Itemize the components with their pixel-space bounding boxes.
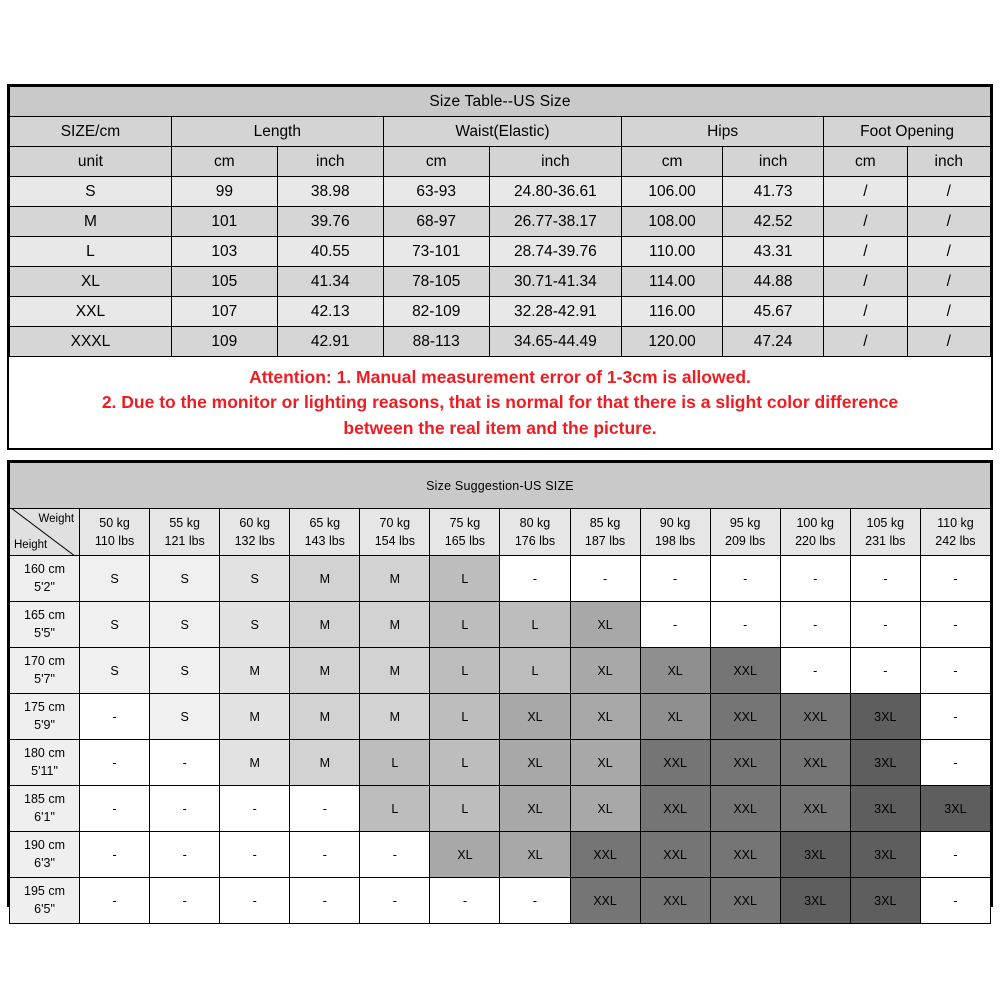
cell-hips-inch: 42.52 <box>723 207 824 237</box>
size-suggestion-cell: S <box>220 602 290 648</box>
size-suggestion-cell: - <box>80 878 150 924</box>
size-suggestion-cell: - <box>920 556 990 602</box>
height-cm: 195 cm <box>24 884 66 898</box>
size-suggestion-cell: M <box>220 648 290 694</box>
height-ft: 5'9" <box>34 717 55 732</box>
size-suggestion-cell: - <box>850 648 920 694</box>
size-suggestion-cell: L <box>430 694 500 740</box>
cell-hips-cm: 114.00 <box>622 267 723 297</box>
cell-waist-cm: 68-97 <box>383 207 489 237</box>
size-suggestion-cell: XXL <box>640 786 710 832</box>
size-suggestion-cell: - <box>920 740 990 786</box>
cell-length-cm: 103 <box>171 237 277 267</box>
height-row-header <box>10 556 80 602</box>
weight-kg: 105 kg <box>866 515 905 530</box>
height-cm: 180 cm <box>24 746 66 760</box>
suggestion-header-row <box>10 509 991 556</box>
cell-length-inch: 38.98 <box>277 177 383 207</box>
unit-length-cm: cm <box>171 147 277 177</box>
cell-foot-cm: / <box>824 327 907 357</box>
suggestion-title-row <box>10 463 991 509</box>
size-suggestion-cell: - <box>850 556 920 602</box>
size-suggestion-cell: S <box>80 556 150 602</box>
cell-hips-inch: 45.67 <box>723 297 824 327</box>
table-row <box>10 602 991 648</box>
weight-column-header <box>710 509 780 556</box>
size-suggestion-cell: M <box>290 648 360 694</box>
height-row-header <box>10 694 80 740</box>
height-row-header <box>10 878 80 924</box>
size-suggestion-cell: - <box>150 878 220 924</box>
unit-label: unit <box>10 147 172 177</box>
cell-foot-cm: / <box>824 177 907 207</box>
cell-size: XL <box>10 267 172 297</box>
cell-length-inch: 40.55 <box>277 237 383 267</box>
header-foot-opening: Foot Opening <box>824 117 991 147</box>
size-suggestion-cell: - <box>430 878 500 924</box>
unit-hips-inch: inch <box>723 147 824 177</box>
height-row-header <box>10 602 80 648</box>
size-suggestion-cell: L <box>360 740 430 786</box>
cell-length-cm: 109 <box>171 327 277 357</box>
size-suggestion-cell: S <box>150 694 220 740</box>
height-cm: 185 cm <box>24 792 66 806</box>
size-suggestion-cell: XL <box>500 694 570 740</box>
height-cm: 165 cm <box>24 608 66 622</box>
cell-foot-inch: / <box>907 297 990 327</box>
cell-size: XXXL <box>10 327 172 357</box>
cell-size: S <box>10 177 172 207</box>
size-suggestion-cell: XL <box>570 786 640 832</box>
height-cm: 190 cm <box>24 838 66 852</box>
size-suggestion-cell: - <box>290 786 360 832</box>
size-suggestion-cell: S <box>150 602 220 648</box>
header-size-cm: SIZE/cm <box>10 117 172 147</box>
size-table <box>9 86 991 357</box>
weight-lbs: 154 lbs <box>374 534 415 548</box>
header-hips: Hips <box>622 117 824 147</box>
height-cm: 160 cm <box>24 562 66 576</box>
size-suggestion-cell: S <box>80 602 150 648</box>
weight-axis-label: Weight <box>38 513 75 525</box>
cell-length-cm: 105 <box>171 267 277 297</box>
table-row <box>10 786 991 832</box>
cell-foot-inch: / <box>907 267 990 297</box>
weight-kg: 70 kg <box>379 515 411 530</box>
weight-column-header <box>80 509 150 556</box>
weight-lbs: 165 lbs <box>444 534 486 548</box>
weight-column-header <box>920 509 990 556</box>
size-suggestion-cell: L <box>430 786 500 832</box>
size-suggestion-cell: - <box>80 832 150 878</box>
table-row <box>10 648 991 694</box>
height-ft: 6'3" <box>34 855 55 870</box>
size-suggestion-cell: - <box>150 786 220 832</box>
size-suggestion-cell: M <box>360 694 430 740</box>
weight-column-header <box>150 509 220 556</box>
cell-waist-cm: 78-105 <box>383 267 489 297</box>
weight-kg: 65 kg <box>309 515 341 530</box>
size-suggestion-cell: - <box>850 602 920 648</box>
suggestion-title: Size Suggestion-US SIZE <box>10 463 991 509</box>
table-row <box>10 237 991 267</box>
size-suggestion-cell: XL <box>500 740 570 786</box>
weight-lbs: 209 lbs <box>725 534 766 548</box>
size-suggestion-cell: M <box>290 602 360 648</box>
size-suggestion-cell: S <box>150 648 220 694</box>
size-suggestion-cell: L <box>430 602 500 648</box>
weight-kg: 110 kg <box>937 515 974 530</box>
cell-foot-inch: / <box>907 207 990 237</box>
size-suggestion-cell: - <box>500 556 570 602</box>
size-suggestion-cell: L <box>430 648 500 694</box>
size-table-title: Size Table--US Size <box>10 87 991 117</box>
cell-length-inch: 42.13 <box>277 297 383 327</box>
size-suggestion-cell: - <box>920 832 990 878</box>
size-suggestion-cell: - <box>500 878 570 924</box>
size-suggestion-cell: - <box>780 556 850 602</box>
size-suggestion-cell: - <box>220 832 290 878</box>
weight-kg: 60 kg <box>239 515 271 530</box>
table-row <box>10 177 991 207</box>
size-suggestion-cell: XXL <box>710 694 780 740</box>
size-suggestion-cell: - <box>570 556 640 602</box>
size-suggestion-cell: XL <box>500 786 570 832</box>
size-suggestion-cell: S <box>80 648 150 694</box>
size-suggestion-cell: 3XL <box>850 832 920 878</box>
cell-hips-cm: 108.00 <box>622 207 723 237</box>
weight-lbs: 110 lbs <box>94 534 135 548</box>
cell-length-cm: 101 <box>171 207 277 237</box>
height-ft: 5'2" <box>34 579 55 594</box>
size-suggestion-cell: XXL <box>570 832 640 878</box>
size-suggestion-cell: - <box>290 878 360 924</box>
weight-kg: 90 kg <box>659 515 691 530</box>
size-suggestion-cell: XL <box>640 648 710 694</box>
cell-hips-inch: 44.88 <box>723 267 824 297</box>
size-suggestion-cell: 3XL <box>920 786 990 832</box>
table-row <box>10 297 991 327</box>
cell-length-inch: 39.76 <box>277 207 383 237</box>
size-suggestion-cell: L <box>430 740 500 786</box>
weight-kg: 55 kg <box>169 515 200 530</box>
size-suggestion-cell: - <box>290 832 360 878</box>
size-table-title-row <box>10 87 991 117</box>
weight-kg: 75 kg <box>449 515 481 530</box>
weight-column-header <box>570 509 640 556</box>
size-suggestion-cell: - <box>640 602 710 648</box>
size-suggestion-cell: XL <box>500 832 570 878</box>
weight-kg: 50 kg <box>99 515 130 530</box>
size-suggestion-cell: - <box>80 740 150 786</box>
size-suggestion-cell: - <box>360 878 430 924</box>
weight-lbs: 242 lbs <box>935 534 976 548</box>
size-suggestion-cell: XXL <box>640 740 710 786</box>
cell-foot-inch: / <box>907 237 990 267</box>
weight-kg: 85 kg <box>589 515 621 530</box>
cell-waist-inch: 34.65-44.49 <box>489 327 621 357</box>
size-suggestion-cell: L <box>500 602 570 648</box>
weight-lbs: 132 lbs <box>234 534 275 548</box>
cell-foot-inch: / <box>907 177 990 207</box>
weight-kg: 95 kg <box>729 515 761 530</box>
size-suggestion-cell: - <box>640 556 710 602</box>
height-row-header <box>10 648 80 694</box>
table-row <box>10 556 991 602</box>
cell-length-cm: 107 <box>171 297 277 327</box>
height-ft: 6'1" <box>34 809 55 824</box>
weight-lbs: 198 lbs <box>654 534 696 548</box>
cell-hips-cm: 116.00 <box>622 297 723 327</box>
size-suggestion-cell: - <box>150 740 220 786</box>
cell-waist-cm: 82-109 <box>383 297 489 327</box>
header-waist: Waist(Elastic) <box>383 117 621 147</box>
weight-lbs: 121 lbs <box>164 534 205 548</box>
cell-waist-inch: 32.28-42.91 <box>489 297 621 327</box>
size-suggestion-cell: XXL <box>710 786 780 832</box>
cell-hips-cm: 106.00 <box>622 177 723 207</box>
table-row <box>10 207 991 237</box>
cell-size: XXL <box>10 297 172 327</box>
cell-foot-cm: / <box>824 207 907 237</box>
size-suggestion-cell: - <box>360 832 430 878</box>
unit-length-inch: inch <box>277 147 383 177</box>
size-suggestion-cell: - <box>920 602 990 648</box>
size-suggestion-cell: L <box>430 556 500 602</box>
size-suggestion-cell: M <box>290 556 360 602</box>
size-suggestion-cell: M <box>220 740 290 786</box>
cell-waist-cm: 88-113 <box>383 327 489 357</box>
cell-foot-cm: / <box>824 267 907 297</box>
unit-waist-cm: cm <box>383 147 489 177</box>
attention-line-2: 2. Due to the monitor or lighting reasons, that is normal for that there is a slight color difference <box>101 392 899 413</box>
weight-lbs: 143 lbs <box>304 534 345 548</box>
height-axis-label: Height <box>14 539 48 551</box>
cell-foot-inch: / <box>907 327 990 357</box>
weight-column-header <box>850 509 920 556</box>
cell-size: M <box>10 207 172 237</box>
table-row <box>10 878 991 924</box>
weight-kg: 80 kg <box>519 515 551 530</box>
size-suggestion-cell: XXL <box>780 786 850 832</box>
size-suggestion-cell: - <box>920 878 990 924</box>
cell-hips-inch: 47.24 <box>723 327 824 357</box>
size-suggestion-cell: 3XL <box>780 878 850 924</box>
height-row-header <box>10 740 80 786</box>
cell-waist-inch: 24.80-36.61 <box>489 177 621 207</box>
attention-line-1: Attention: 1. Manual measurement error of 1-3cm is allowed. <box>249 367 751 387</box>
cell-foot-cm: / <box>824 297 907 327</box>
size-suggestion-cell: XXL <box>710 648 780 694</box>
size-suggestion-cell: XL <box>570 694 640 740</box>
size-suggestion-cell: M <box>360 556 430 602</box>
unit-foot-inch: inch <box>907 147 990 177</box>
height-ft: 6'5" <box>34 901 55 916</box>
weight-lbs: 176 lbs <box>514 534 556 548</box>
size-suggestion-cell: 3XL <box>850 878 920 924</box>
size-suggestion-cell: XL <box>570 740 640 786</box>
cell-size: L <box>10 237 172 267</box>
weight-column-header <box>780 509 850 556</box>
size-suggestion-cell: 3XL <box>850 786 920 832</box>
size-suggestion-cell: L <box>360 786 430 832</box>
size-suggestion-cell: M <box>360 648 430 694</box>
size-suggestion-cell: XXL <box>710 740 780 786</box>
size-table-unit-row <box>10 147 991 177</box>
size-suggestion-cell: XL <box>570 648 640 694</box>
cell-hips-inch: 43.31 <box>723 237 824 267</box>
cell-waist-cm: 63-93 <box>383 177 489 207</box>
size-suggestion-cell: - <box>80 786 150 832</box>
size-suggestion-cell: XXL <box>570 878 640 924</box>
size-suggestion-cell: XXL <box>710 878 780 924</box>
size-suggestion-panel <box>7 460 993 916</box>
size-suggestion-cell: L <box>500 648 570 694</box>
table-row <box>10 267 991 297</box>
table-row <box>10 740 991 786</box>
height-ft: 5'5" <box>34 625 55 640</box>
size-suggestion-cell: XL <box>570 602 640 648</box>
attention-note <box>9 357 991 447</box>
weight-lbs: 220 lbs <box>795 534 836 548</box>
height-ft: 5'7" <box>34 671 55 686</box>
weight-column-header <box>640 509 710 556</box>
size-suggestion-table <box>9 462 991 924</box>
weight-column-header <box>500 509 570 556</box>
weight-kg: 100 kg <box>796 515 834 530</box>
size-suggestion-cell: XL <box>640 694 710 740</box>
weight-lbs: 231 lbs <box>865 534 906 548</box>
size-suggestion-cell: XXL <box>780 740 850 786</box>
size-suggestion-cell: - <box>80 694 150 740</box>
cell-waist-cm: 73-101 <box>383 237 489 267</box>
height-ft: 5'11" <box>31 763 58 778</box>
height-row-header <box>10 786 80 832</box>
size-suggestion-cell: M <box>360 602 430 648</box>
size-suggestion-cell: 3XL <box>850 694 920 740</box>
size-suggestion-cell: - <box>920 648 990 694</box>
size-suggestion-cell: XL <box>430 832 500 878</box>
cell-length-inch: 42.91 <box>277 327 383 357</box>
cell-waist-inch: 26.77-38.17 <box>489 207 621 237</box>
size-suggestion-cell: XXL <box>640 832 710 878</box>
cell-foot-cm: / <box>824 237 907 267</box>
table-row <box>10 832 991 878</box>
attention-line-3: between the real item and the picture. <box>343 417 657 438</box>
size-suggestion-cell: S <box>150 556 220 602</box>
weight-column-header <box>290 509 360 556</box>
size-suggestion-cell: - <box>710 556 780 602</box>
size-suggestion-cell: XXL <box>710 832 780 878</box>
size-suggestion-cell: M <box>290 740 360 786</box>
header-length: Length <box>171 117 383 147</box>
unit-hips-cm: cm <box>622 147 723 177</box>
size-suggestion-cell: XXL <box>640 878 710 924</box>
table-row <box>10 327 991 357</box>
size-suggestion-cell: M <box>220 694 290 740</box>
cell-length-inch: 41.34 <box>277 267 383 297</box>
size-suggestion-cell: 3XL <box>850 740 920 786</box>
cell-hips-cm: 120.00 <box>622 327 723 357</box>
weight-column-header <box>360 509 430 556</box>
cell-hips-cm: 110.00 <box>622 237 723 267</box>
size-table-group-header-row <box>10 117 991 147</box>
weight-column-header <box>430 509 500 556</box>
axis-corner-cell <box>10 509 80 556</box>
size-suggestion-cell: - <box>220 786 290 832</box>
cell-hips-inch: 41.73 <box>723 177 824 207</box>
size-suggestion-cell: - <box>780 648 850 694</box>
height-cm: 170 cm <box>24 654 66 668</box>
size-suggestion-cell: - <box>150 832 220 878</box>
unit-waist-inch: inch <box>489 147 621 177</box>
size-suggestion-cell: - <box>780 602 850 648</box>
cell-waist-inch: 28.74-39.76 <box>489 237 621 267</box>
cell-length-cm: 99 <box>171 177 277 207</box>
height-cm: 175 cm <box>24 700 66 714</box>
size-suggestion-cell: 3XL <box>780 832 850 878</box>
size-suggestion-cell: - <box>220 878 290 924</box>
size-suggestion-cell: M <box>290 694 360 740</box>
size-suggestion-cell: - <box>710 602 780 648</box>
height-row-header <box>10 832 80 878</box>
size-suggestion-cell: S <box>220 556 290 602</box>
size-suggestion-cell: - <box>920 694 990 740</box>
size-suggestion-cell: XXL <box>780 694 850 740</box>
cell-waist-inch: 30.71-41.34 <box>489 267 621 297</box>
unit-foot-cm: cm <box>824 147 907 177</box>
size-table-panel <box>7 84 993 450</box>
table-row <box>10 694 991 740</box>
weight-lbs: 187 lbs <box>584 534 626 548</box>
weight-column-header <box>220 509 290 556</box>
